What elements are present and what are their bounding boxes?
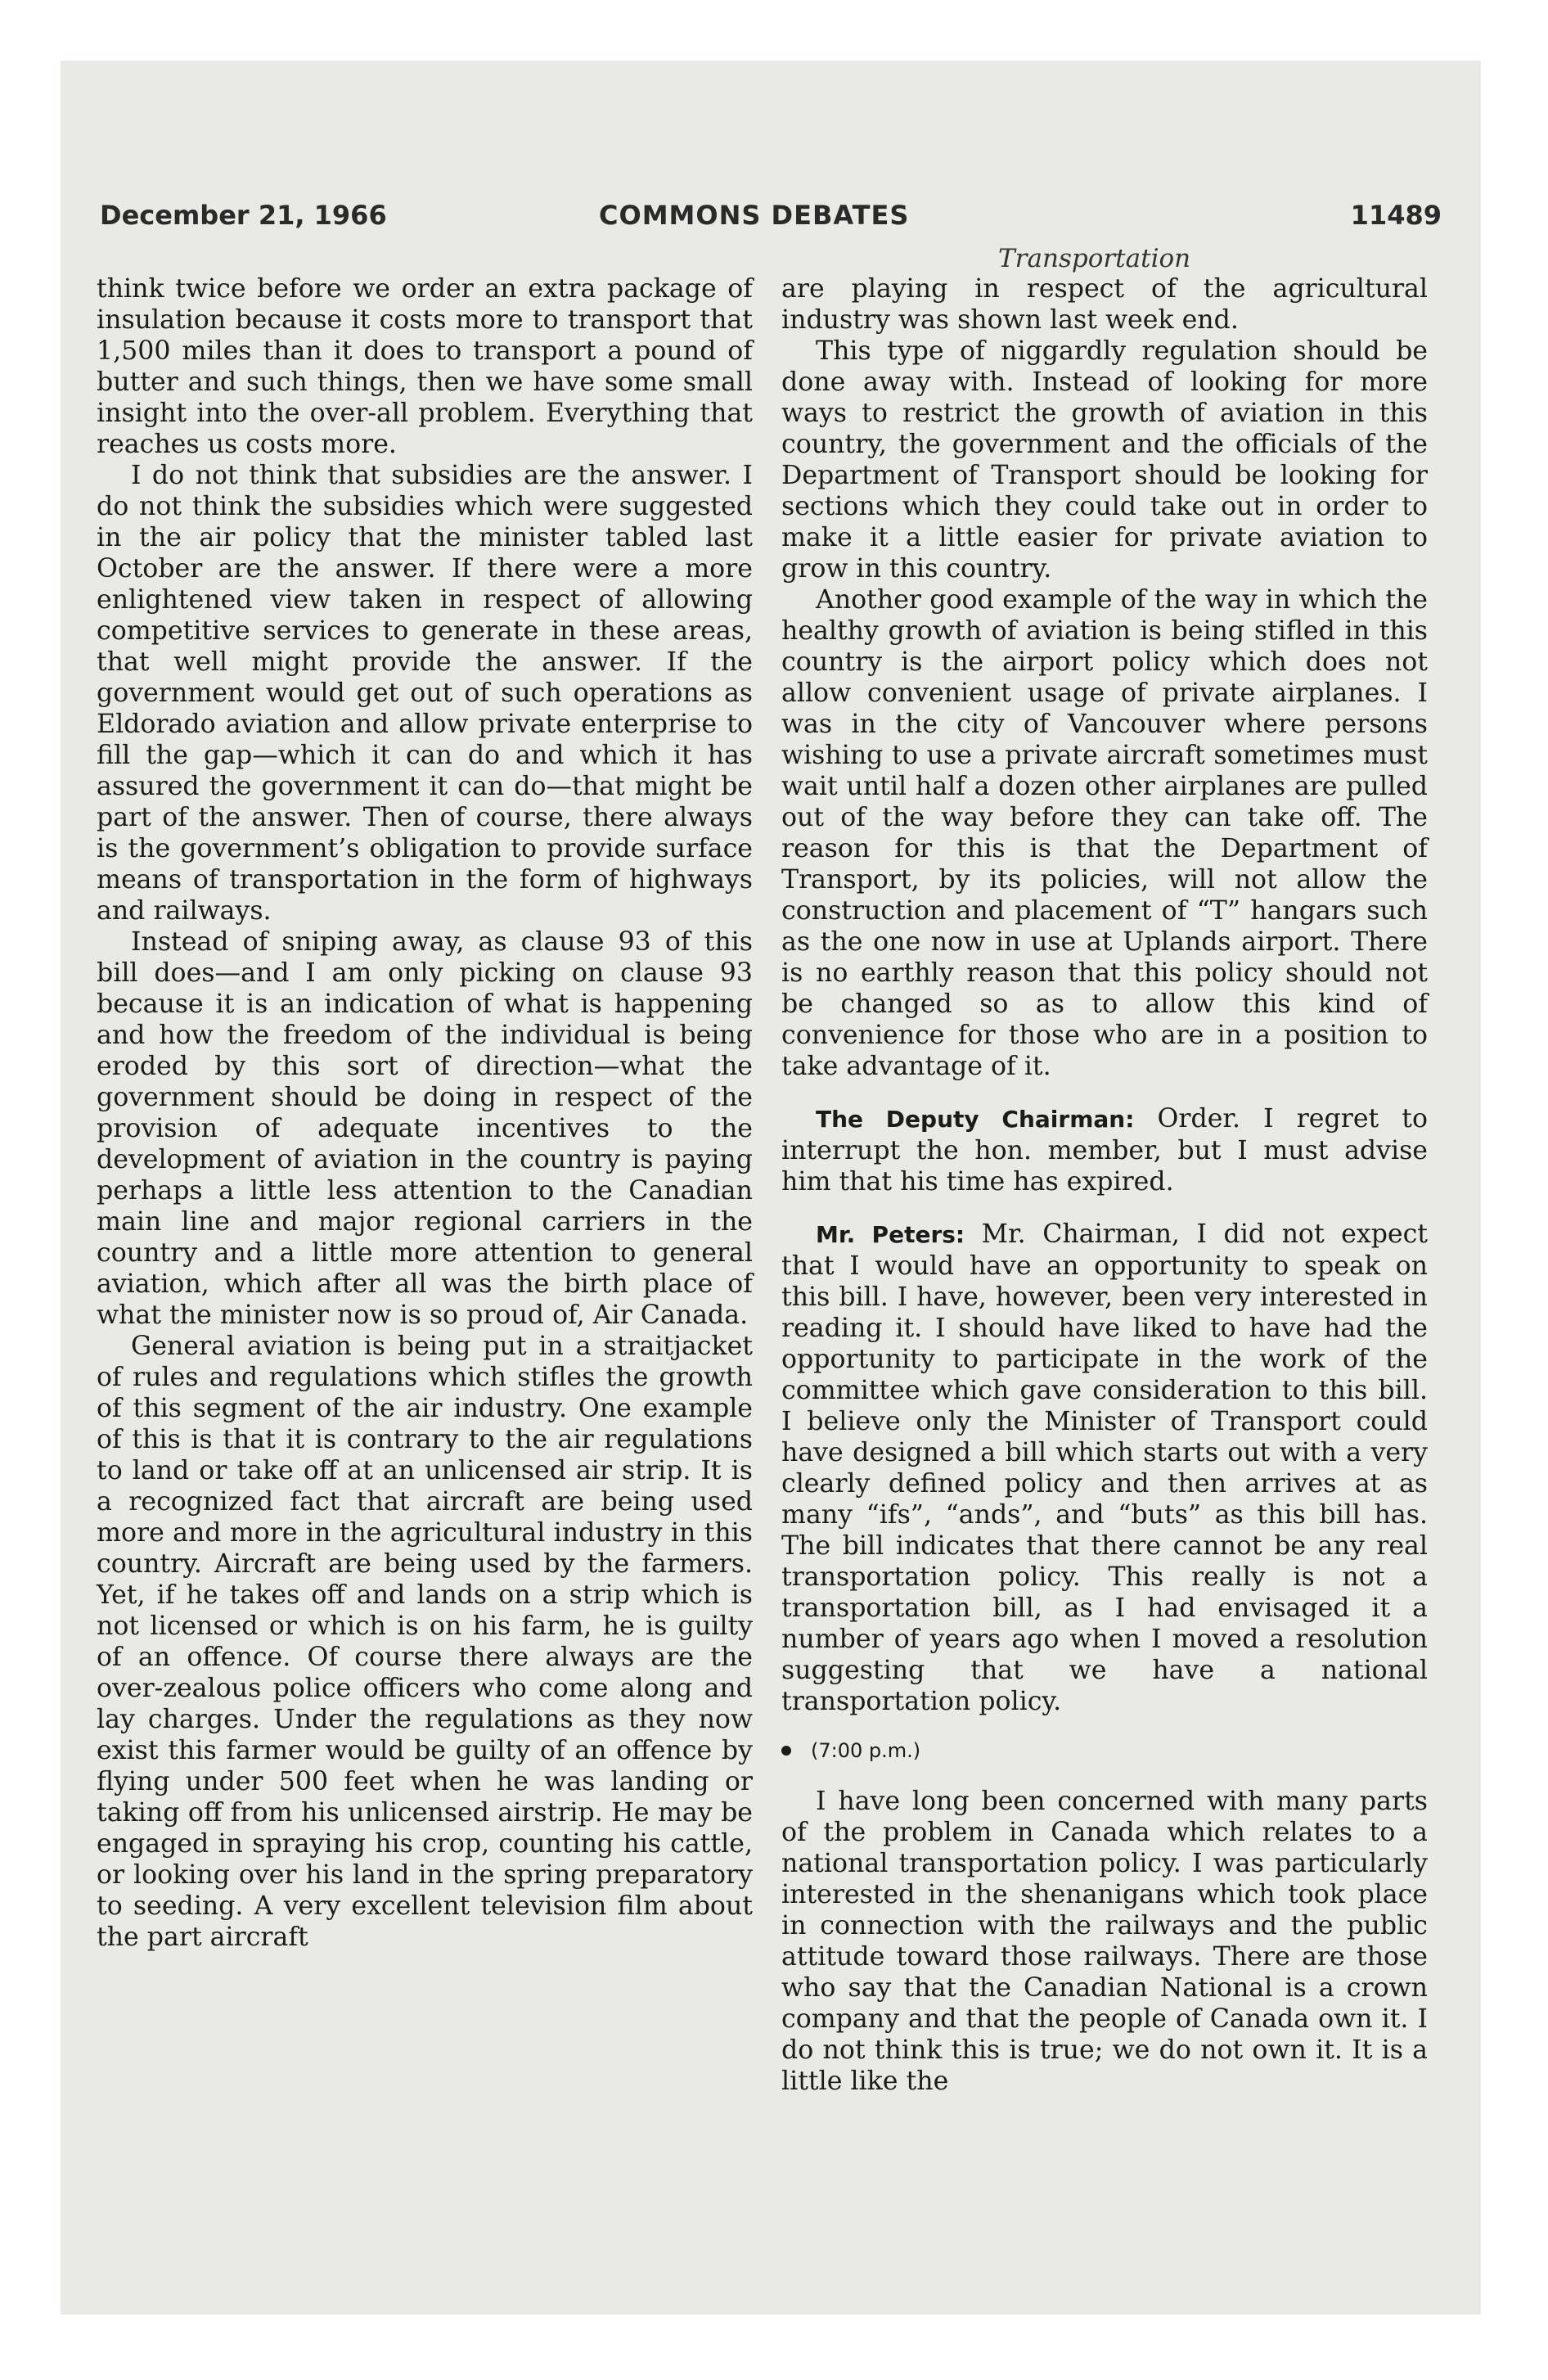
right-column — [781, 273, 1428, 2097]
speech-text: Order. I regret to interrupt the hon. member, but I must advise him that his time has expired. — [781, 1104, 1428, 1197]
paragraph: I have long been concerned with many parts of the problem in Canada which relates to a national transportation policy. I was particularly interested in the shenanigans which took place in connection with the railways and the public attitude toward those railways. There are those who say that the Canadian National is a crown company and that the people of Canada own it. I do not think this is true; we do not own it. It is a little like the — [781, 1787, 1428, 2096]
left-column — [97, 273, 753, 1953]
paragraph: General aviation is being put in a straitjacket of rules and regulations which stifles the growth of this segment of the air industry. One example of this is that it is contrary to the air regulations to land or take off at an unlicensed air strip. It is a recognized fact that aircraft are being used more and more in the agricultural industry in this country. Aircraft are being used by the farmers. Yet, if he takes off and lands on a strip which is not licensed or which is on his farm, he is guilty of an offence. Of course there always are the over-zealous police officers who come along and lay charges. Under the regulations as they now exist this farmer would be guilty of an offence by flying under 500 feet when he was landing or taking off from his unlicensed airstrip. He may be engaged in spraying his crop, counting his cattle, or looking over his land in the spring preparatory to seeding. A very excellent television film about the part aircraft — [97, 1332, 753, 1952]
subject-heading: Transportation — [998, 244, 1191, 273]
paragraph: are playing in respect of the agricultural industry was shown last week end. — [781, 274, 1428, 335]
paragraph: Instead of sniping away, as clause 93 of this bill does—and I am only picking on clause 93 because it is an indication of what is happening and how the freedom of the individual is being eroded by this sort of direction—what the government should be doing in respect of the provision of adequate incentives to the development of aviation in the country is paying perhaps a little less attention to the Canadian main line and major regional carriers in the country and a little more attention to general aviation, which after all was the birth place of what the minister now is so proud of, Air Canada. — [97, 927, 753, 1330]
paragraph: think twice before we order an extra package of insulation because it costs more to transport that 1,500 miles than it does to transport a pound of butter and such things, then we have some small insight into the over-all problem. Everything that reaches us costs more. — [97, 274, 753, 459]
paragraph: Another good example of the way in which the healthy growth of aviation is being stifled in this country is the airport policy which does not allow convenient usage of private airplanes. I was in the city of Vancouver where persons wishing to use a private aircraft sometimes must wait until half a dozen other airplanes are pulled out of the way before they can take off. The reason for this is that the Department of Transport, by its policies, will not allow the construction and placement of “T” hangars such as the one now in use at Uplands airport. There is no earthly reason that this policy should not be changed so as to allow this kind of convenience for those who are in a position to take advantage of it. — [781, 585, 1428, 1081]
timestamp-marker — [781, 1735, 1428, 1766]
speech-text: Mr. Chairman, I did not expect that I would have an opportunity to speak on this bill. I have, however, been very interested in reading it. I should have liked to have had the opportunity to participate in the work of the committee which gave consideration to this bill. I believe only the Minister of Transport could have designed a bill which starts out with a very clearly defined policy and then arrives at as many “ifs”, “ands”, and “buts” as this bill has. The bill indicates that there cannot be any real transportation policy. This really is not a transportation bill, as I had envisaged it a number of years ago when I moved a resolution suggesting that we have a national transportation policy. — [781, 1219, 1429, 1716]
paragraph: I do not think that subsidies are the answer. I do not think the subsidies which were suggested in the air policy that the minister tabled last October are the answer. If there were a more enlightened view taken in respect of allowing competitive services to generate in these areas, that well might provide the answer. If the government would get out of such operations as Eldorado aviation and allow private enterprise to fill the gap—which it can do and which it has assured the government it can do—that might be part of the answer. Then of course, there always is the government’s obligation to provide surface means of transportation in the form of highways and railways. — [97, 461, 753, 926]
speaker-name: The Deputy Chairman: — [816, 1106, 1135, 1133]
page-header — [100, 200, 1442, 246]
timestamp-text: (7:00 p.m.) — [811, 1739, 921, 1762]
page-number: 11489 — [1350, 200, 1442, 231]
speech-mr-peters — [781, 1219, 1428, 1717]
bullet-icon — [781, 1746, 791, 1756]
speech-deputy-chairman — [781, 1103, 1428, 1197]
header-title: COMMONS DEBATES — [599, 200, 910, 231]
header-date: December 21, 1966 — [100, 200, 387, 231]
paragraph: This type of niggardly regulation should be done away with. Instead of looking for more ways to restrict the growth of aviation in this country, the government and the officials of the Department of Transport should be looking for sections which they could take out in order to make it a little easier for private aviation to grow in this country. — [781, 336, 1428, 584]
speaker-name: Mr. Peters: — [816, 1221, 965, 1248]
